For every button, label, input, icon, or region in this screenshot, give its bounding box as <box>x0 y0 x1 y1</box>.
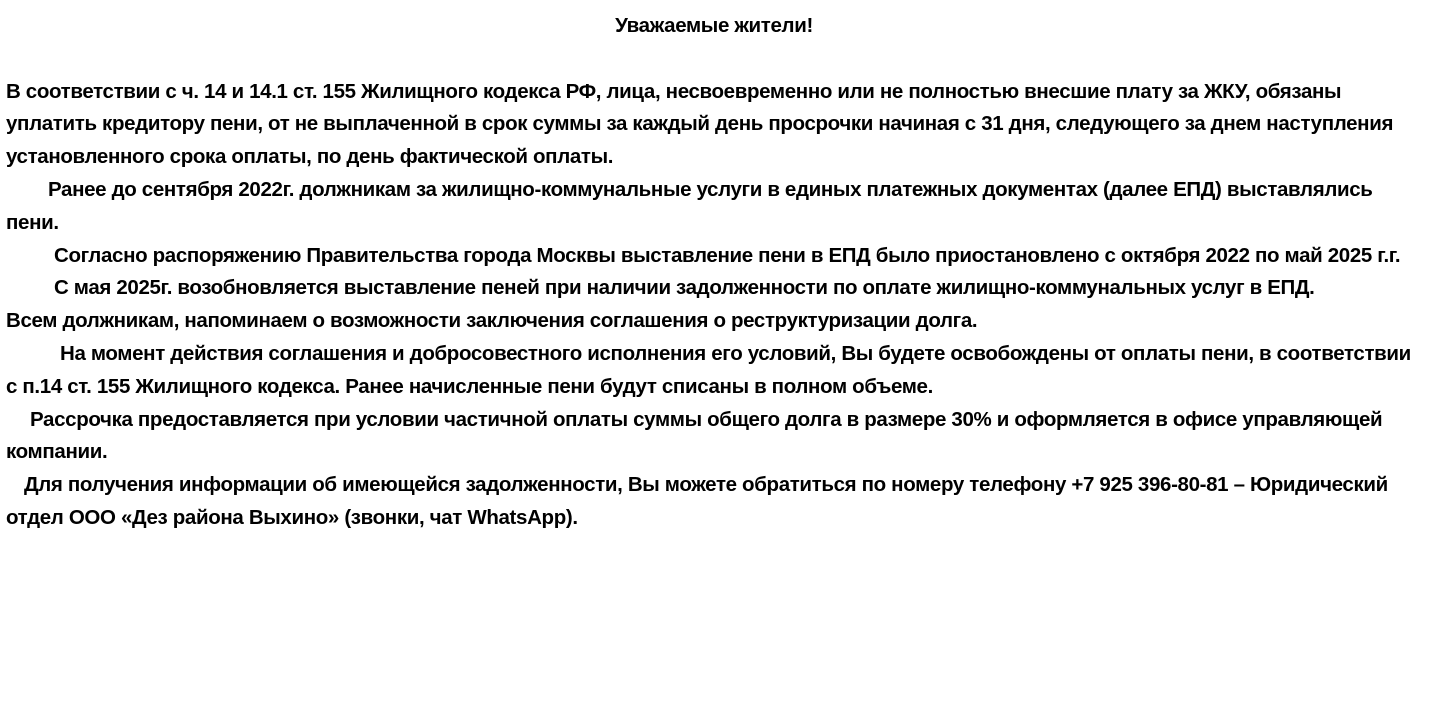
paragraph-installment-terms: Рассрочка предоставляется при условии частичной оплаты суммы общего долга в размере 30% и оформляется в офисе управляющей компании. <box>6 407 1383 464</box>
paragraph-resumption: С мая 2025г. возобновляется выставление пеней при наличии задолженности по оплате жилищно-коммунальных услуг в ЕПД. <box>54 276 1315 300</box>
paragraph-suspension: Согласно распоряжению Правительства города Москвы выставление пени в ЕПД было приостановлено с октября 2022 по май 2025 г.г. <box>54 243 1401 267</box>
notice-title: Уважаемые жители! <box>615 14 813 37</box>
paragraph-legal-basis: В соответствии с ч. 14 и 14.1 ст. 155 Жилищного кодекса РФ, лица, несвоевременно или не полностью внесшие плату за ЖКУ, обязаны уплатить кредитору пени, от не выплаченной в срок суммы за каждый день просрочки начиная с 31 дня, следующего за днем наступления установленного срока оплаты, по день фактической оплаты. <box>6 79 1394 169</box>
paragraph-penalty-exemption: На момент действия соглашения и добросовестного исполнения его условий, Вы будете освобождены от оплаты пени, в соответствии с п.14 ст. 155 Жилищного кодекса. Ранее начисленные пени будут списаны в полном объеме. <box>6 341 1411 398</box>
paragraph-restructuring-reminder: Всем должникам, напоминаем о возможности заключения соглашения о реструктуризации долга. <box>6 309 978 333</box>
blank-line <box>6 43 1422 76</box>
notice-document <box>6 10 1422 535</box>
paragraph-contact-info: Для получения информации об имеющейся задолженности, Вы можете обратиться по номеру телефону +7 925 396-80-81 – Юридический отдел ООО «Дез района Выхино» (звонки, чат WhatsApp). <box>6 473 1388 529</box>
paragraph-previous-practice: Ранее до сентября 2022г. должникам за жилищно-коммунальные услуги в единых платежных документах (далее ЕПД) выставлялись пени. <box>6 177 1373 234</box>
